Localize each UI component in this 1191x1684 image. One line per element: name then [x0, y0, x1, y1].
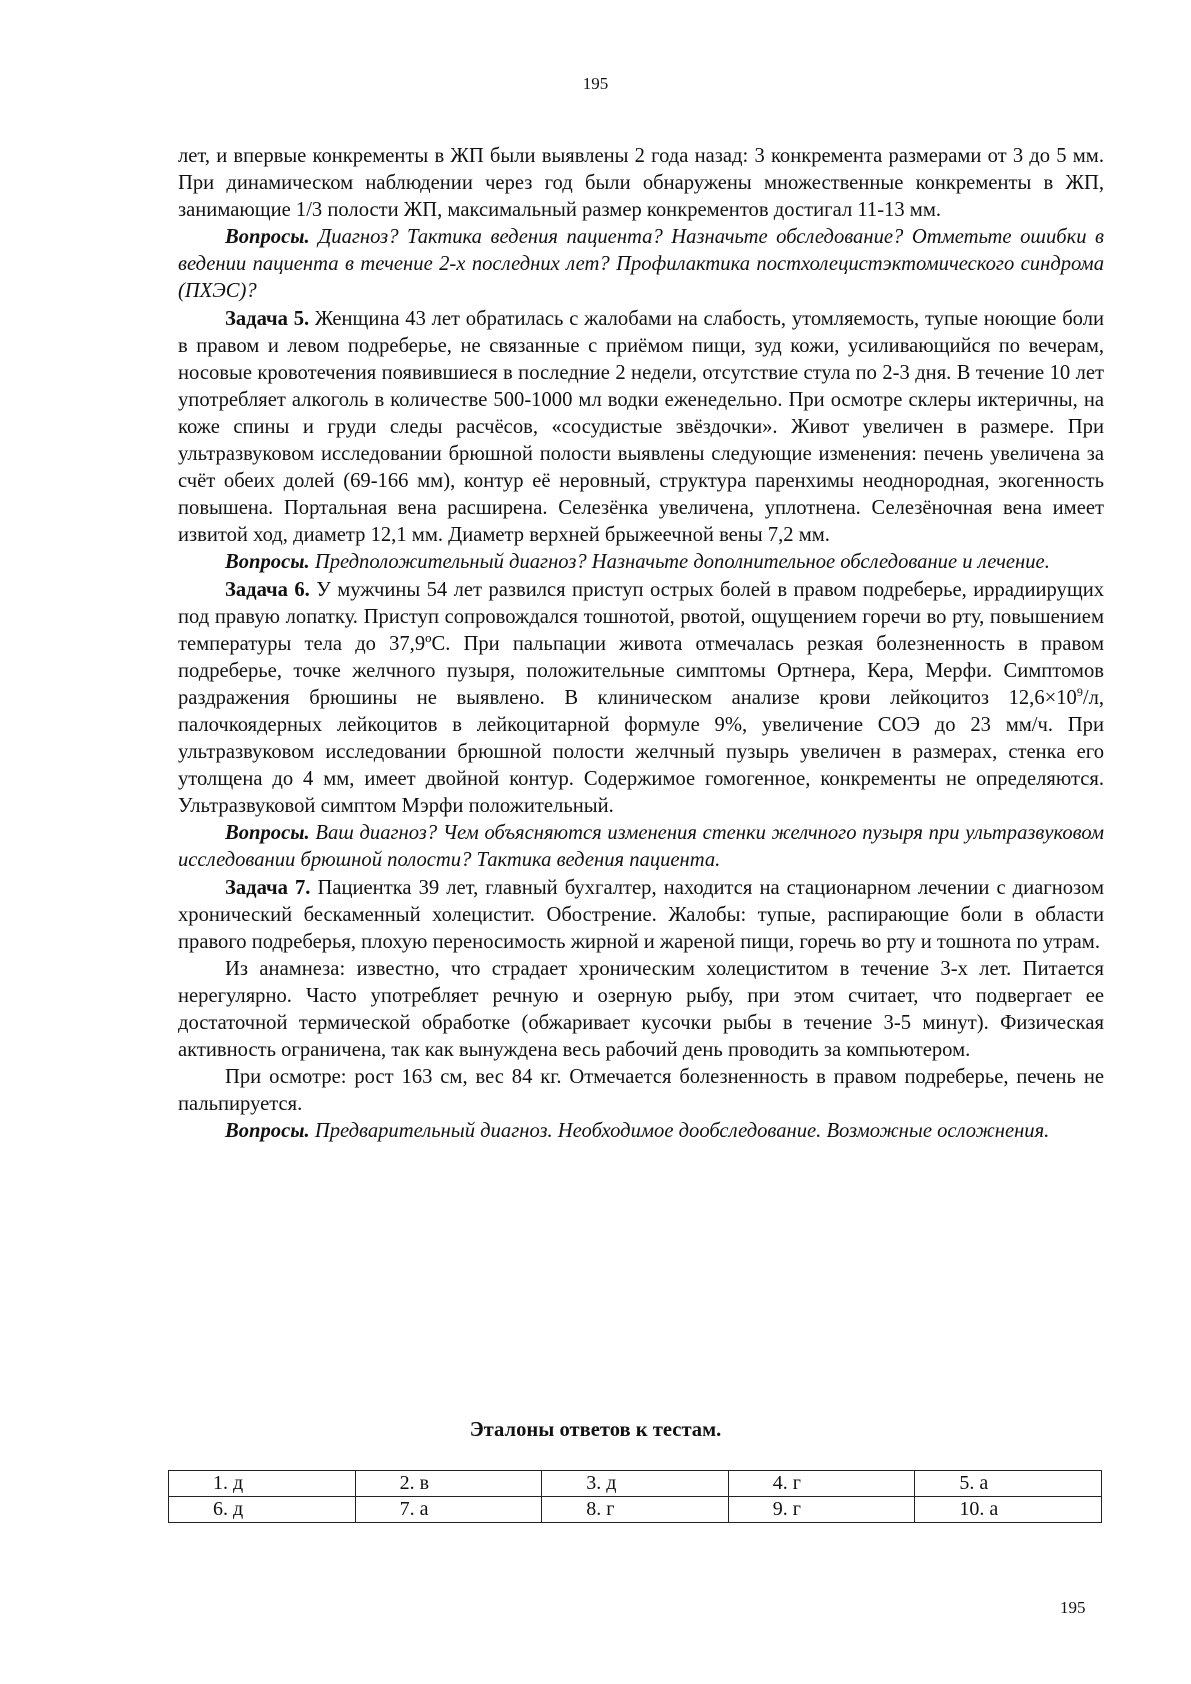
questions-label: Вопросы.	[225, 226, 310, 249]
page-body	[178, 143, 1104, 1145]
task-text-continued: /л, палочкоядерных лейкоцитов в лейкоцитарной формуле 9%, увеличение СОЭ до 23 мм/ч. При ультразвуковом исследовании брюшной полости желчный пузырь увеличен в размерах, стенка его утолщена до 4 мм, имеет двойной контур. Содержимое гомогенное, конкременты не определяются. Ультразвуковой симптом Мэрфи положительный.	[178, 686, 1104, 818]
table-row	[169, 1471, 1102, 1497]
answer-cell: 9. г	[728, 1497, 915, 1523]
answer-cell: 4. г	[728, 1471, 915, 1497]
task6	[178, 577, 1104, 821]
questions-text: Диагноз? Тактика ведения пациента? Назначьте обследование? Отметьте ошибки в ведении пациента в течение 2-х последних лет? Профилактика постхолецистэктомического синдрома (ПХЭС)?	[178, 226, 1104, 303]
answer-cell: 6. д	[169, 1497, 356, 1523]
task5-questions	[178, 549, 1104, 576]
task7-exam: При осмотре: рост 163 см, вес 84 кг. Отмечается болезненность в правом подреберье, печень не пальпируется.	[178, 1066, 1104, 1116]
answer-cell: 10. а	[915, 1497, 1102, 1523]
answer-cell: 8. г	[542, 1497, 729, 1523]
answer-cell: 7. а	[355, 1497, 542, 1523]
page-number-top: 195	[582, 74, 609, 93]
task-text: Пациентка 39 лет, главный бухгалтер, находится на стационарном лечении с диагнозом хронический бескаменный холецистит. Обострение. Жалобы: тупые, распирающие боли в области правого подреберья, плохую переносимость жирной и жареной пищи, горечь во рту и тошнота по утрам.	[178, 876, 1104, 953]
task-label: Задача 7.	[225, 876, 311, 899]
task-label: Задача 6.	[225, 578, 310, 601]
task-text: Женщина 43 лет обратилась с жалобами на слабость, утомляемость, тупые ноющие боли в правом и левом подреберье, не связанные с приёмом пищи, зуд кожи, усиливающийся по вечерам, носовые кровотечения появившиеся в последние 2 недели, отсутствие стула по 2-3 дня. В течение 10 лет употребляет алкоголь в количестве 500-1000 мл водки еженедельно. При осмотре склеры иктеричны, на коже спины и груди следы расчёсов, «сосудистые звёздочки». Живот увеличен в размере. При ультразвуковом исследовании брюшной полости выявлены следующие изменения: печень увеличена за счёт обеих долей (69-166 мм), контур её неровный, структура паренхимы неоднородная, экогенность повышена. Портальная вена расширена. Селезёнка увеличена, уплотнена. Селезёночная вена имеет извитой ход, диаметр 12,1 мм. Диаметр верхней брыжеечной вены 7,2 мм.	[178, 307, 1105, 547]
task6-questions	[178, 820, 1104, 874]
questions-label: Вопросы.	[225, 551, 310, 574]
questions-label: Вопросы.	[225, 822, 310, 845]
task-label: Задача 5.	[225, 307, 310, 330]
exponent: 9	[1076, 685, 1083, 700]
questions-text: Предположительный диагноз? Назначьте дополнительное обследование и лечение.	[309, 551, 1050, 574]
task-text: У мужчины 54 лет развился приступ острых болей в правом подреберье, иррадиирущих под правую лопатку. Приступ сопровождался тошнотой, рвотой, ощущением горечи во рту, повышением температуры тела до 37,9ºС. При пальпации живота отмечалась резкая болезненность в правом подреберье, точке желчного пузыря, положительные симптомы Ортнера, Кера, Мерфи. Симптомов раздражения брюшины не выявлено. В клиническом анализе крови лейкоцитоз 12,6×10	[178, 578, 1105, 709]
questions-text: Ваш диагноз? Чем объясняются изменения стенки желчного пузыря при ультразвуковом исследовании брюшной полости? Тактика ведения пациента.	[178, 822, 1104, 872]
task5	[178, 306, 1104, 550]
paragraph-task4-continuation: лет, и впервые конкременты в ЖП были выявлены 2 года назад: 3 конкремента размерами от 3 до 5 мм. При динамическом наблюдении через год были обнаружены множественные конкременты в ЖП, занимающие 1/3 полости ЖП, максимальный размер конкрементов достигал 11-13 мм.	[178, 145, 1104, 222]
task7-questions	[178, 1118, 1104, 1145]
task4-questions	[178, 224, 1104, 305]
answers-table	[168, 1470, 1102, 1523]
page-number-bottom: 195	[1060, 1598, 1086, 1617]
answer-cell: 5. а	[915, 1471, 1102, 1497]
task7	[178, 875, 1104, 956]
questions-label: Вопросы.	[225, 1120, 310, 1143]
answer-cell: 1. д	[169, 1471, 356, 1497]
table-row	[169, 1497, 1102, 1523]
answer-cell: 3. д	[542, 1471, 729, 1497]
task7-anamnesis: Из анамнеза: известно, что страдает хроническим холециститом в течение 3-х лет. Питается нерегулярно. Часто употребляет речную и озерную рыбу, при этом считает, что подвергает ее достаточной термической обработке (обжаривает кусочки рыбы в течение 3-5 минут). Физическая активность ограничена, так как вынуждена весь рабочий день проводить за компьютером.	[178, 957, 1104, 1062]
answer-cell: 2. в	[355, 1471, 542, 1497]
questions-text: Предварительный диагноз. Необходимое дообследование. Возможные осложнения.	[309, 1120, 1050, 1143]
answers-title: Эталоны ответов к тестам.	[469, 1419, 722, 1441]
